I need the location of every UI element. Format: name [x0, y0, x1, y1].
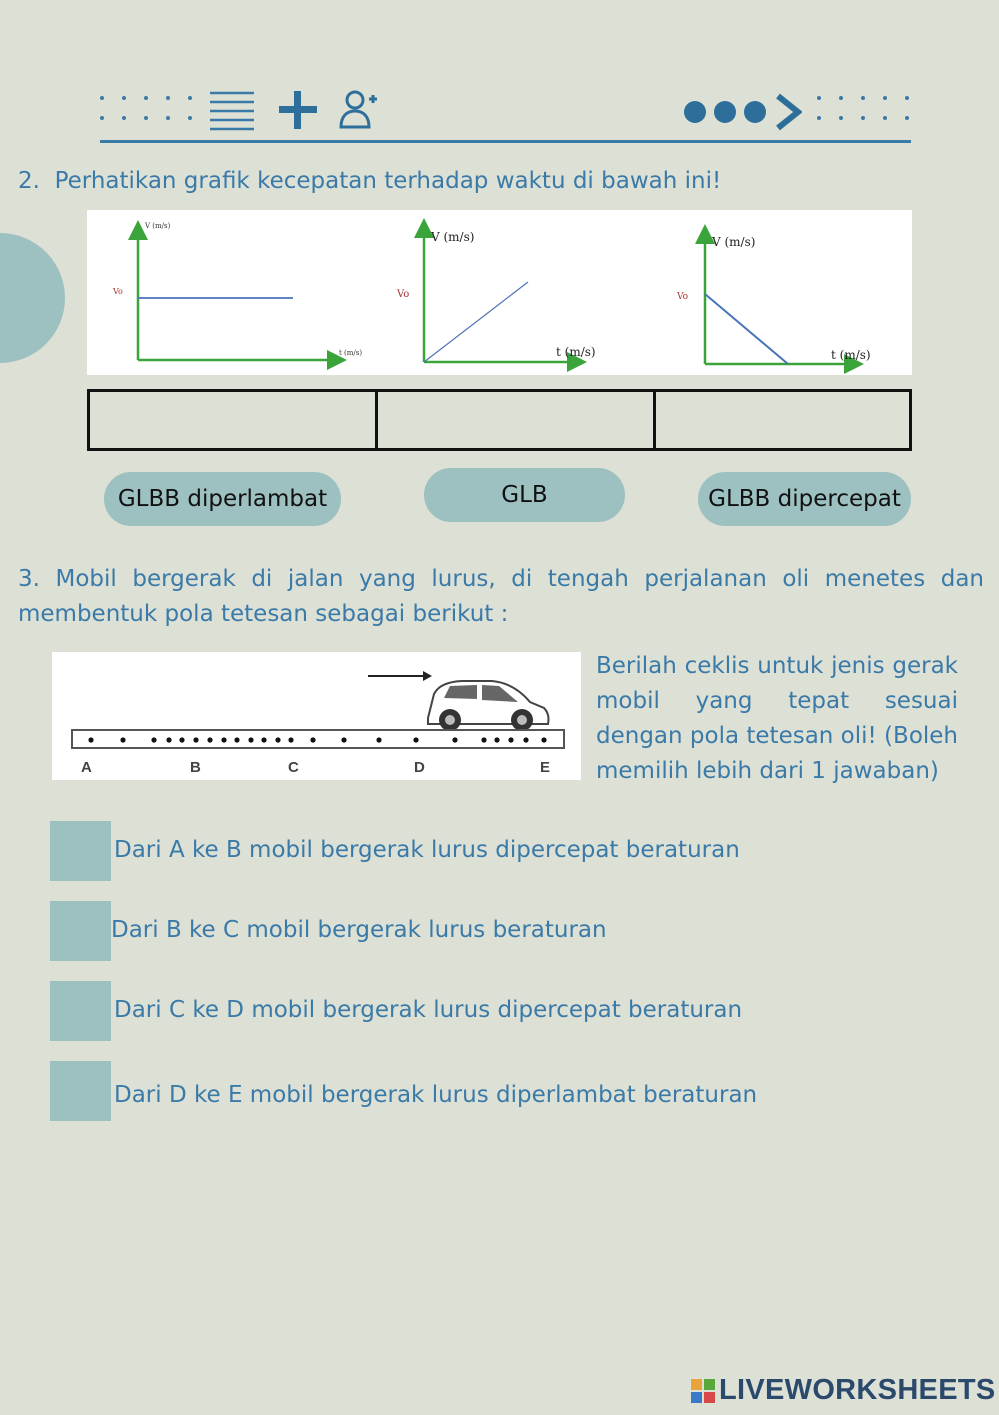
choice-glbb-dipercepat[interactable]: GLBB dipercepat [698, 472, 911, 526]
liveworksheets-logo [691, 1374, 996, 1407]
option-2-checkbox[interactable] [50, 901, 111, 961]
point-e-label: E [540, 759, 551, 776]
question-2-text: 2. Perhatikan grafik kecepatan terhadap waktu di bawah ini! [18, 168, 722, 194]
option-4-checkbox[interactable] [50, 1061, 111, 1121]
graph-2-line [424, 282, 528, 362]
answer-drop-cell-1[interactable] [90, 392, 375, 448]
question-3-instruction: Berilah ceklis untuk jenis gerak mobil yang tepat sesuai dengan pola tetesan oli! (Boleh memilih lebih dari 1 jawaban) [596, 653, 959, 784]
oil-drops [88, 737, 546, 742]
point-b-label: B [190, 759, 201, 776]
answer-drop-cell-3[interactable] [653, 392, 909, 448]
oil-drop-pattern-image [52, 652, 581, 780]
car-icon [428, 681, 549, 731]
dot-grid-left [100, 96, 192, 120]
point-c-label: C [288, 759, 299, 776]
velocity-time-graphs [87, 210, 912, 375]
graph-2-v0-label: Vo [397, 289, 410, 300]
graph-increasing-velocity [396, 228, 596, 362]
graph-1-v0-label: Vo [113, 287, 123, 296]
graph-2-y-label: V (m/s) [431, 230, 475, 244]
option-3-label: Dari C ke D mobil bergerak lurus dipercepat beraturan [114, 997, 743, 1023]
option-3-checkbox[interactable] [50, 981, 111, 1041]
liveworksheets-logo-text: LIVEWORKSHEETS [719, 1374, 996, 1406]
decorative-circle [0, 233, 65, 363]
menu-lines-icon [210, 91, 254, 131]
option-4-label: Dari D ke E mobil bergerak lurus diperlambat beraturan [114, 1082, 758, 1108]
graph-3-x-label: t (m/s) [831, 348, 871, 362]
graph-3-line [705, 294, 788, 364]
add-user-icon [339, 89, 377, 129]
liveworksheets-logo-icon [691, 1379, 715, 1403]
dots-arrow-icon [684, 93, 802, 131]
option-1-label: Dari A ke B mobil bergerak lurus dipercepat beraturan [114, 837, 740, 863]
graph-3-y-label: V (m/s) [712, 235, 756, 249]
answer-drop-cell-2[interactable] [375, 392, 653, 448]
graph-constant-velocity [112, 222, 362, 360]
header-divider [100, 140, 911, 143]
answer-drop-table [87, 389, 912, 451]
plus-icon [279, 91, 317, 129]
graph-1-y-label: V (m/s) [145, 222, 171, 230]
graph-decreasing-velocity [676, 234, 871, 364]
choice-glb[interactable]: GLB [424, 468, 625, 522]
point-d-label: D [414, 759, 425, 776]
dot-grid-right [817, 96, 909, 120]
question-3-text: 3. Mobil bergerak di jalan yang lurus, di tengah perjalanan oli menetes dan membentuk pola tetesan sebagai berikut : [18, 566, 984, 627]
point-a-label: A [81, 759, 92, 776]
option-1-checkbox[interactable] [50, 821, 111, 881]
option-2-label: Dari B ke C mobil bergerak lurus beraturan [111, 917, 607, 943]
graph-3-v0-label: Vo [677, 292, 689, 302]
graph-1-x-label: t (m/s) [339, 349, 363, 357]
choice-glbb-diperlambat[interactable]: GLBB diperlambat [104, 472, 341, 526]
graph-2-x-label: t (m/s) [556, 345, 596, 359]
